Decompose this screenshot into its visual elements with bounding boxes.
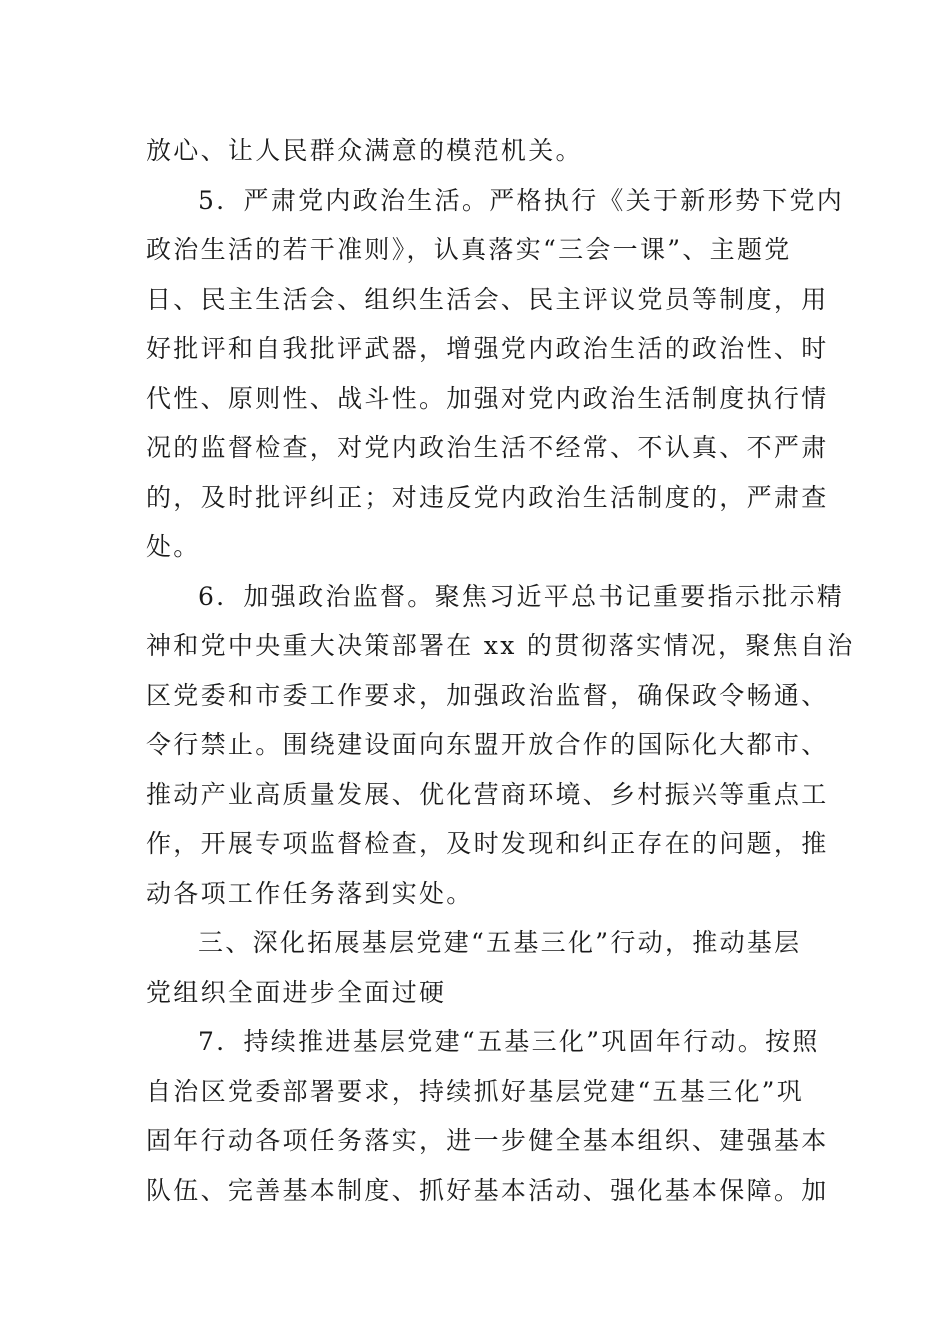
text-line: 固年行动各项任务落实，进一步健全基本组织、建强基本	[146, 1126, 829, 1155]
text-line: 况的监督检查，对党内政治生活不经常、不认真、不严肃	[146, 433, 829, 462]
text-line: 神和党中央重大决策部署在 xx 的贯彻落实情况，聚焦自治	[146, 631, 855, 660]
text-line: 处。	[146, 532, 201, 561]
text-line: 的，及时批评纠正；对违反党内政治生活制度的，严肃查	[146, 482, 829, 512]
section-3-heading-line: 三、深化拓展基层党建“五基三化”行动，推动基层	[198, 928, 802, 957]
text-line: 日、民主生活会、组织生活会、民主评议党员等制度，用	[146, 284, 829, 314]
section-3-heading-line: 党组织全面进步全面过硬	[146, 977, 447, 1007]
paragraph-7-heading-line: 7．持续推进基层党建“五基三化”巩固年行动。按照	[198, 1027, 820, 1056]
text-line: 放心、让人民群众满意的模范机关。	[146, 136, 583, 165]
text-line: 好批评和自我批评武器，增强党内政治生活的政治性、时	[146, 334, 829, 363]
text-line: 令行禁止。围绕建设面向东盟开放合作的国际化大都市、	[146, 730, 829, 759]
text-line: 代性、原则性、战斗性。加强对党内政治生活制度执行情	[146, 383, 829, 413]
document-body	[146, 126, 855, 1215]
text-line: 政治生活的若干准则》，认真落实“三会一课”、主题党	[146, 235, 792, 264]
text-line: 动各项工作任务落到实处。	[146, 878, 474, 908]
text-line: 区党委和市委工作要求，加强政治监督，确保政令畅通、	[146, 680, 829, 710]
paragraph-6-heading-line: 6．加强政治监督。聚焦习近平总书记重要指示批示精	[198, 581, 845, 611]
text-line: 自治区党委部署要求，持续抓好基层党建“五基三化”巩	[146, 1076, 805, 1106]
text-line: 作，开展专项监督检查，及时发现和纠正存在的问题，推	[146, 829, 829, 858]
text-line: 推动产业高质量发展、优化营商环境、乡村振兴等重点工	[146, 779, 829, 809]
paragraph-5-heading-line: 5．严肃党内政治生活。严格执行《关于新形势下党内	[198, 185, 845, 215]
text-line: 队伍、完善基本制度、抓好基本活动、强化基本保障。加	[146, 1175, 829, 1205]
